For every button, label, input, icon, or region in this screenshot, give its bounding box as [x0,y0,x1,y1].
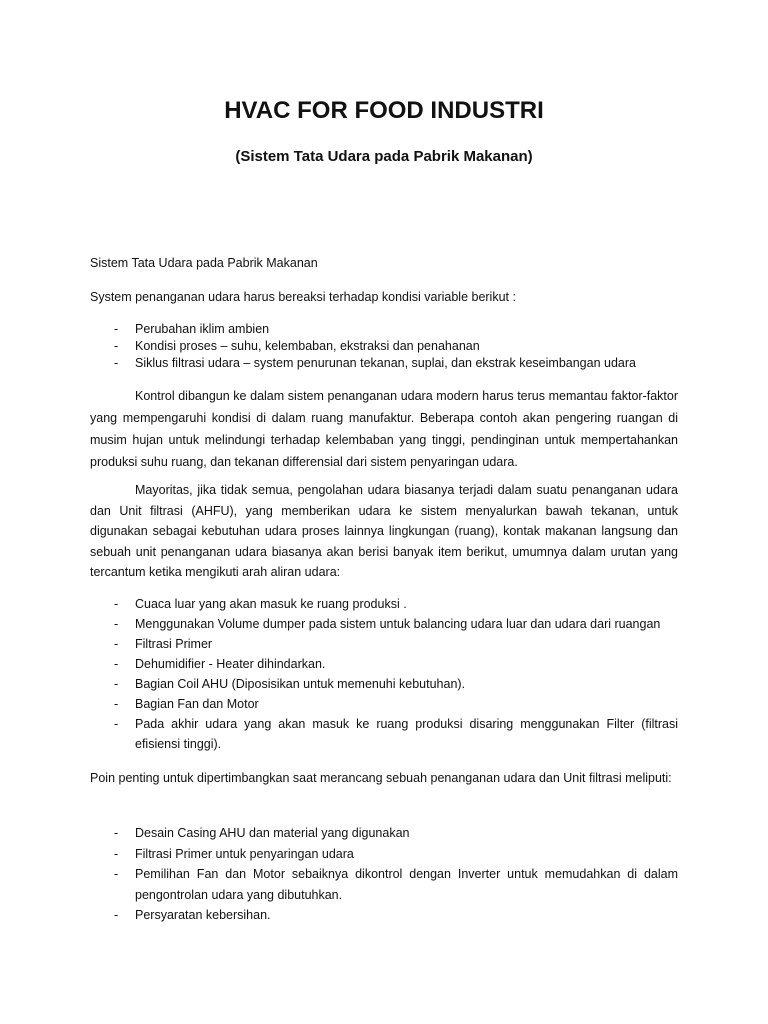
design-points-list [90,823,678,926]
list-item-text: Siklus filtrasi udara – system penurunan tekanan, suplai, dan ekstrak keseimbangan udara [135,356,636,370]
intro-paragraph: System penanganan udara harus bereaksi terhadap kondisi variable berikut : [90,290,516,304]
list-item [90,338,678,355]
list-bullet: - [114,677,119,691]
list-item [90,714,678,754]
list-bullet: - [114,867,119,881]
paragraph-control: Kontrol dibangun ke dalam sistem penanganan udara modern harus terus memantau faktor-faktor yang mempengaruhi kondisi di dalam ruang manufaktur. Beberapa contoh akan pengering ruangan di musim hujan untuk melindungi terhadap kelembaban yang tinggi, pendinginan untuk mempertahankan produksi suhu ruang, dan tekanan differensial dari sistem penyaringan udara. [90,389,678,469]
list-bullet: - [114,908,119,922]
list-bullet: - [114,697,119,711]
list-item [90,594,678,614]
list-bullet: - [114,826,119,840]
list-bullet: - [114,339,119,353]
list-item [90,844,678,865]
list-bullet: - [114,637,119,651]
list-bullet: - [114,717,119,731]
list-item [90,634,678,654]
list-item-text: Bagian Coil AHU (Diposisikan untuk memenuhi kebutuhan). [135,677,466,691]
list-item-text: Bagian Fan dan Motor [135,697,259,711]
list-bullet: - [114,597,119,611]
list-item-text: Pemilihan Fan dan Motor sebaiknya dikontrol dengan Inverter untuk memudahkan di dalam pengontrolan udara yang dibutuhkan. [135,867,678,902]
list-item-text: Filtrasi Primer untuk penyaringan udara [135,846,354,861]
list-item [90,321,678,338]
list-item-text: Perubahan iklim ambien [135,322,270,336]
list-item [90,823,678,844]
list-item-text: Filtrasi Primer [135,637,213,651]
list-bullet: - [114,322,119,336]
list-item [90,654,678,674]
list-item [90,614,678,634]
list-item-text: Desain Casing AHU dan material yang digunakan [135,826,410,840]
list-bullet: - [114,356,119,370]
list-item [90,694,678,714]
document-title: HVAC FOR FOOD INDUSTRI [224,97,544,124]
list-item-text: Cuaca luar yang akan masuk ke ruang produksi . [135,597,407,611]
list-item-text: Kondisi proses – suhu, kelembaban, ekstraksi dan penahanan [135,339,480,353]
list-item-text: Dehumidifier - Heater dihindarkan. [135,657,326,671]
variable-conditions-list [90,321,678,372]
list-item-text: Persyaratan kebersihan. [135,908,271,922]
list-item-text: Menggunakan Volume dumper pada sistem untuk balancing udara luar dan udara dari ruangan [135,617,661,631]
paragraph-majority: Mayoritas, jika tidak semua, pengolahan udara biasanya terjadi dalam suatu penanganan udara dan Unit filtrasi (AHFU), yang memberikan udara ke sistem menyalurkan bawah tekanan, untuk digunakan sebagai kebutuhan udara proses lainnya lingkungan (ruang), kontak makanan langsung dan sebuah unit penanganan udara biasanya akan berisi banyak item berikut, umumnya dalam urutan yang tercantum ketika mengikuti arah aliran udara: [90,483,678,579]
list-item-text: Pada akhir udara yang akan masuk ke ruang produksi disaring menggunakan Filter (filtrasi efisiensi tinggi). [135,717,678,751]
air-flow-items-list [90,594,678,754]
list-item [90,905,678,926]
list-item [90,674,678,694]
list-item [90,864,678,905]
list-bullet: - [114,846,119,861]
paragraph-design-points: Poin penting untuk dipertimbangkan saat merancang sebuah penanganan udara dan Unit filtrasi meliputi: [90,771,672,785]
list-bullet: - [114,617,119,631]
section-heading: Sistem Tata Udara pada Pabrik Makanan [90,256,318,270]
list-bullet: - [114,657,119,671]
document-subtitle: (Sistem Tata Udara pada Pabrik Makanan) [235,148,533,165]
list-item [90,355,678,372]
